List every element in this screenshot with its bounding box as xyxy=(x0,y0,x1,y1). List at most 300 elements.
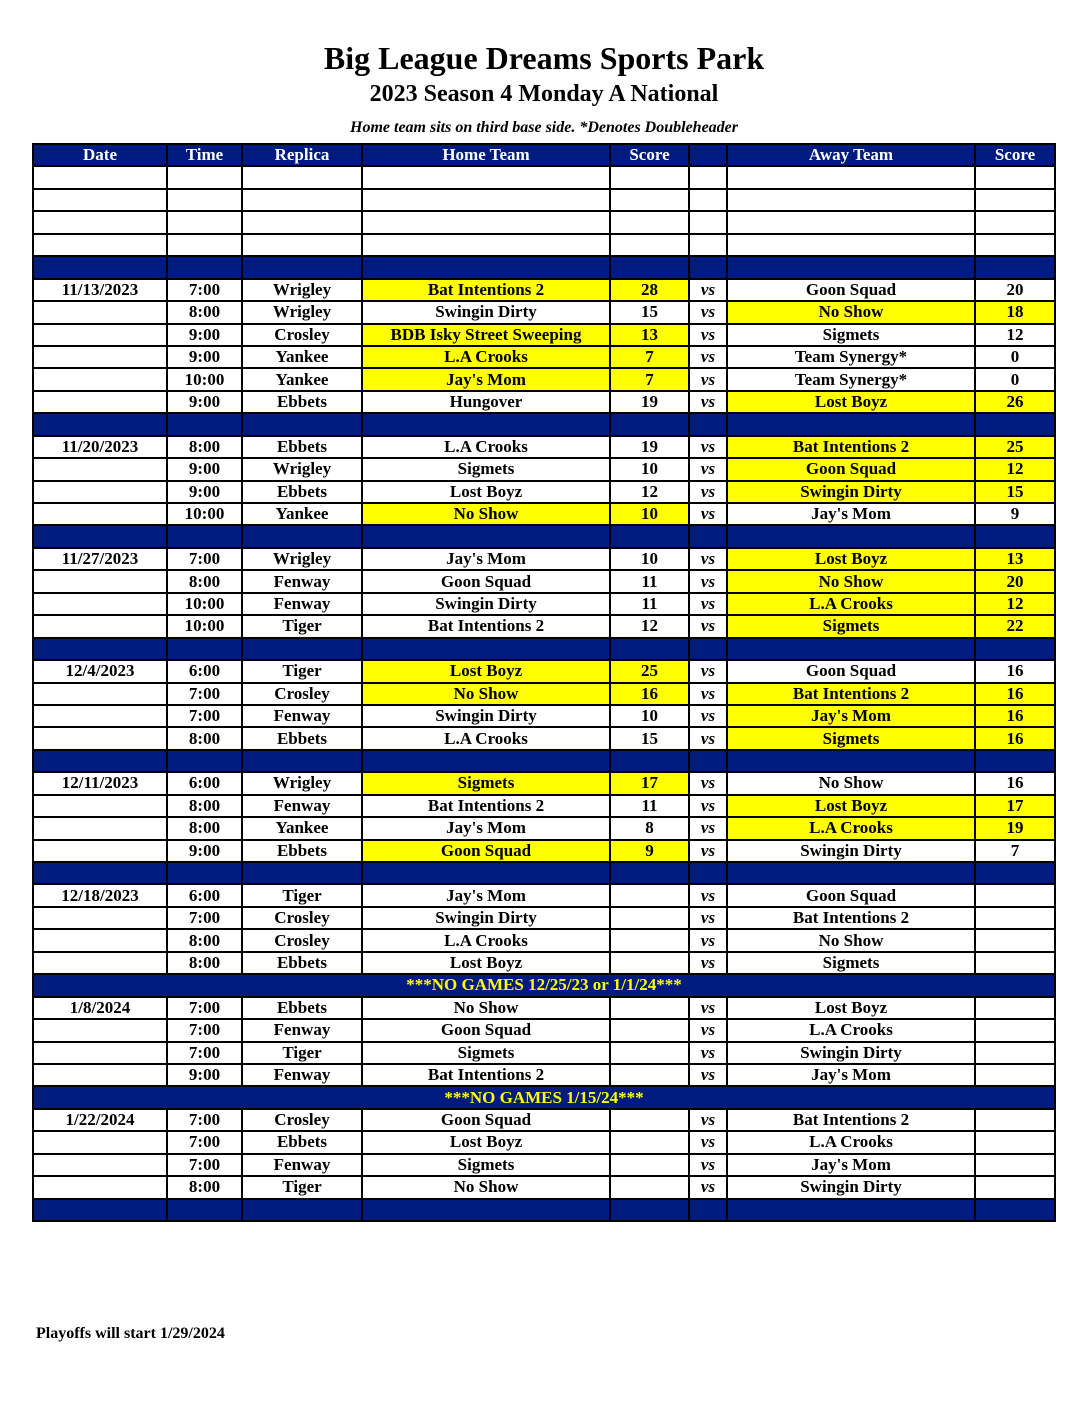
no-games-notice-row xyxy=(33,1086,1055,1108)
time-cell: 10:00 xyxy=(167,503,242,525)
replica-cell: Crosley xyxy=(242,929,362,951)
home-team-cell: Bat Intentions 2 xyxy=(362,615,610,637)
empty-cell xyxy=(689,256,727,278)
away-score-cell: 16 xyxy=(975,727,1055,749)
game-row xyxy=(33,1131,1055,1153)
empty-cell xyxy=(362,211,610,233)
date-cell xyxy=(33,1131,167,1153)
away-score-cell: 20 xyxy=(975,570,1055,592)
away-team-cell: Jay's Mom xyxy=(727,1064,975,1086)
game-row xyxy=(33,795,1055,817)
vs-cell: vs xyxy=(689,324,727,346)
home-team-cell: L.A Crooks xyxy=(362,436,610,458)
home-score-cell: 15 xyxy=(610,301,689,323)
vs-cell: vs xyxy=(689,929,727,951)
home-score-cell xyxy=(610,1131,689,1153)
home-team-cell: L.A Crooks xyxy=(362,929,610,951)
home-score-cell: 11 xyxy=(610,795,689,817)
empty-cell xyxy=(727,638,975,660)
time-cell: 8:00 xyxy=(167,817,242,839)
away-score-cell xyxy=(975,1154,1055,1176)
home-team-cell: Bat Intentions 2 xyxy=(362,1064,610,1086)
away-score-cell: 16 xyxy=(975,772,1055,794)
week-separator-row xyxy=(33,638,1055,660)
empty-row xyxy=(33,166,1055,188)
home-score-cell xyxy=(610,907,689,929)
home-team-cell: Jay's Mom xyxy=(362,884,610,906)
away-team-cell: Bat Intentions 2 xyxy=(727,907,975,929)
time-cell: 10:00 xyxy=(167,368,242,390)
home-score-cell: 12 xyxy=(610,481,689,503)
date-cell xyxy=(33,1042,167,1064)
empty-cell xyxy=(610,166,689,188)
time-cell: 6:00 xyxy=(167,884,242,906)
away-team-cell: Swingin Dirty xyxy=(727,1176,975,1198)
empty-cell xyxy=(242,256,362,278)
away-team-cell: L.A Crooks xyxy=(727,817,975,839)
game-row xyxy=(33,817,1055,839)
time-cell: 6:00 xyxy=(167,772,242,794)
empty-cell xyxy=(362,638,610,660)
empty-cell xyxy=(975,1199,1055,1221)
empty-cell xyxy=(727,166,975,188)
time-cell: 7:00 xyxy=(167,1131,242,1153)
empty-cell xyxy=(242,638,362,660)
no-games-notice: ***NO GAMES 12/25/23 or 1/1/24*** xyxy=(33,974,1055,996)
time-cell: 9:00 xyxy=(167,391,242,413)
away-team-cell: L.A Crooks xyxy=(727,593,975,615)
home-team-cell: Sigmets xyxy=(362,458,610,480)
vs-cell: vs xyxy=(689,772,727,794)
home-score-cell: 10 xyxy=(610,458,689,480)
column-header-date: Date xyxy=(33,144,167,166)
replica-cell: Tiger xyxy=(242,1042,362,1064)
away-score-cell: 12 xyxy=(975,458,1055,480)
week-separator-row xyxy=(33,1199,1055,1221)
empty-cell xyxy=(242,234,362,256)
home-team-cell: No Show xyxy=(362,503,610,525)
game-row xyxy=(33,436,1055,458)
empty-cell xyxy=(689,211,727,233)
away-team-cell: No Show xyxy=(727,772,975,794)
time-cell: 8:00 xyxy=(167,1176,242,1198)
away-team-cell: No Show xyxy=(727,301,975,323)
away-score-cell: 25 xyxy=(975,436,1055,458)
time-cell: 8:00 xyxy=(167,301,242,323)
home-team-cell: No Show xyxy=(362,683,610,705)
empty-cell xyxy=(689,234,727,256)
time-cell: 7:00 xyxy=(167,683,242,705)
away-score-cell: 16 xyxy=(975,683,1055,705)
date-cell xyxy=(33,481,167,503)
time-cell: 7:00 xyxy=(167,997,242,1019)
replica-cell: Crosley xyxy=(242,1109,362,1131)
time-cell: 9:00 xyxy=(167,324,242,346)
empty-cell xyxy=(33,234,167,256)
empty-cell xyxy=(242,413,362,435)
home-score-cell: 12 xyxy=(610,615,689,637)
empty-row xyxy=(33,189,1055,211)
empty-cell xyxy=(975,638,1055,660)
empty-cell xyxy=(242,189,362,211)
empty-cell xyxy=(610,862,689,884)
home-score-cell xyxy=(610,1042,689,1064)
date-cell xyxy=(33,1064,167,1086)
empty-cell xyxy=(33,638,167,660)
empty-cell xyxy=(33,413,167,435)
date-cell xyxy=(33,324,167,346)
home-score-cell xyxy=(610,997,689,1019)
time-cell: 8:00 xyxy=(167,952,242,974)
empty-row xyxy=(33,234,1055,256)
schedule-body xyxy=(33,166,1055,1221)
empty-cell xyxy=(167,525,242,547)
empty-cell xyxy=(689,189,727,211)
empty-cell xyxy=(727,413,975,435)
home-score-cell xyxy=(610,929,689,951)
date-cell xyxy=(33,503,167,525)
week-separator-row xyxy=(33,413,1055,435)
away-score-cell: 12 xyxy=(975,324,1055,346)
home-score-cell xyxy=(610,1109,689,1131)
date-cell: 1/8/2024 xyxy=(33,997,167,1019)
game-row xyxy=(33,884,1055,906)
empty-cell xyxy=(727,189,975,211)
replica-cell: Fenway xyxy=(242,705,362,727)
date-cell xyxy=(33,615,167,637)
empty-cell xyxy=(975,750,1055,772)
replica-cell: Fenway xyxy=(242,1154,362,1176)
date-cell xyxy=(33,346,167,368)
time-cell: 9:00 xyxy=(167,346,242,368)
column-header-time: Time xyxy=(167,144,242,166)
replica-cell: Ebbets xyxy=(242,952,362,974)
replica-cell: Ebbets xyxy=(242,481,362,503)
empty-cell xyxy=(610,413,689,435)
empty-cell xyxy=(975,189,1055,211)
empty-cell xyxy=(975,256,1055,278)
game-row xyxy=(33,1019,1055,1041)
replica-cell: Ebbets xyxy=(242,997,362,1019)
game-row xyxy=(33,1109,1055,1131)
replica-cell: Fenway xyxy=(242,795,362,817)
home-team-cell: Goon Squad xyxy=(362,1019,610,1041)
away-team-cell: No Show xyxy=(727,570,975,592)
empty-cell xyxy=(242,166,362,188)
time-cell: 9:00 xyxy=(167,1064,242,1086)
away-score-cell: 26 xyxy=(975,391,1055,413)
vs-cell: vs xyxy=(689,301,727,323)
home-team-cell: Jay's Mom xyxy=(362,368,610,390)
schedule-table xyxy=(32,143,1056,1222)
vs-cell: vs xyxy=(689,683,727,705)
vs-cell: vs xyxy=(689,727,727,749)
empty-cell xyxy=(610,234,689,256)
replica-cell: Fenway xyxy=(242,1019,362,1041)
date-cell xyxy=(33,952,167,974)
home-team-note: Home team sits on third base side. *Denotes Doubleheader xyxy=(350,119,738,136)
away-score-cell: 0 xyxy=(975,368,1055,390)
vs-cell: vs xyxy=(689,548,727,570)
game-row xyxy=(33,997,1055,1019)
game-row xyxy=(33,660,1055,682)
time-cell: 7:00 xyxy=(167,1019,242,1041)
date-cell xyxy=(33,907,167,929)
vs-cell: vs xyxy=(689,368,727,390)
date-cell xyxy=(33,458,167,480)
date-cell xyxy=(33,1154,167,1176)
date-cell: 11/13/2023 xyxy=(33,279,167,301)
vs-cell: vs xyxy=(689,436,727,458)
vs-cell: vs xyxy=(689,1154,727,1176)
time-cell: 9:00 xyxy=(167,481,242,503)
home-team-cell: L.A Crooks xyxy=(362,727,610,749)
game-row xyxy=(33,301,1055,323)
away-team-cell: Swingin Dirty xyxy=(727,481,975,503)
column-header-replica: Replica xyxy=(242,144,362,166)
home-team-cell: Swingin Dirty xyxy=(362,301,610,323)
empty-cell xyxy=(33,211,167,233)
empty-cell xyxy=(727,211,975,233)
game-row xyxy=(33,346,1055,368)
game-row xyxy=(33,772,1055,794)
away-team-cell: Jay's Mom xyxy=(727,1154,975,1176)
vs-cell: vs xyxy=(689,1064,727,1086)
replica-cell: Tiger xyxy=(242,884,362,906)
time-cell: 7:00 xyxy=(167,907,242,929)
time-cell: 7:00 xyxy=(167,1109,242,1131)
away-team-cell: Swingin Dirty xyxy=(727,840,975,862)
away-team-cell: Team Synergy* xyxy=(727,368,975,390)
away-team-cell: Sigmets xyxy=(727,952,975,974)
empty-cell xyxy=(362,750,610,772)
game-row xyxy=(33,570,1055,592)
home-team-cell: No Show xyxy=(362,1176,610,1198)
home-team-cell: Lost Boyz xyxy=(362,952,610,974)
empty-cell xyxy=(33,750,167,772)
home-team-cell: Swingin Dirty xyxy=(362,705,610,727)
empty-cell xyxy=(727,862,975,884)
away-team-cell: Goon Squad xyxy=(727,279,975,301)
away-score-cell: 13 xyxy=(975,548,1055,570)
empty-cell xyxy=(610,525,689,547)
empty-cell xyxy=(167,750,242,772)
time-cell: 7:00 xyxy=(167,1042,242,1064)
empty-cell xyxy=(167,211,242,233)
game-row xyxy=(33,593,1055,615)
away-team-cell: L.A Crooks xyxy=(727,1019,975,1041)
away-team-cell: No Show xyxy=(727,929,975,951)
column-header-vs xyxy=(689,144,727,166)
empty-cell xyxy=(610,189,689,211)
home-score-cell xyxy=(610,1154,689,1176)
date-cell xyxy=(33,301,167,323)
replica-cell: Crosley xyxy=(242,907,362,929)
home-team-cell: Goon Squad xyxy=(362,1109,610,1131)
empty-cell xyxy=(975,525,1055,547)
home-team-cell: Bat Intentions 2 xyxy=(362,795,610,817)
game-row xyxy=(33,929,1055,951)
away-score-cell: 22 xyxy=(975,615,1055,637)
replica-cell: Wrigley xyxy=(242,548,362,570)
away-score-cell xyxy=(975,952,1055,974)
home-score-cell: 19 xyxy=(610,436,689,458)
home-score-cell: 11 xyxy=(610,593,689,615)
home-team-cell: Swingin Dirty xyxy=(362,907,610,929)
vs-cell: vs xyxy=(689,458,727,480)
away-score-cell: 18 xyxy=(975,301,1055,323)
date-cell: 12/11/2023 xyxy=(33,772,167,794)
away-team-cell: Sigmets xyxy=(727,324,975,346)
week-separator-row xyxy=(33,525,1055,547)
home-team-cell: Goon Squad xyxy=(362,840,610,862)
vs-cell: vs xyxy=(689,795,727,817)
home-team-cell: Lost Boyz xyxy=(362,1131,610,1153)
empty-cell xyxy=(727,750,975,772)
playoffs-note: Playoffs will start 1/29/2024 xyxy=(36,1325,225,1342)
home-team-cell: Sigmets xyxy=(362,1154,610,1176)
empty-cell xyxy=(362,189,610,211)
home-score-cell: 13 xyxy=(610,324,689,346)
empty-cell xyxy=(727,256,975,278)
vs-cell: vs xyxy=(689,346,727,368)
time-cell: 10:00 xyxy=(167,593,242,615)
replica-cell: Ebbets xyxy=(242,727,362,749)
away-score-cell xyxy=(975,1019,1055,1041)
no-games-notice: ***NO GAMES 1/15/24*** xyxy=(33,1086,1055,1108)
column-header-home-score: Score xyxy=(610,144,689,166)
vs-cell: vs xyxy=(689,997,727,1019)
empty-cell xyxy=(33,256,167,278)
column-header-away-team: Away Team xyxy=(727,144,975,166)
game-row xyxy=(33,368,1055,390)
empty-cell xyxy=(727,1199,975,1221)
away-score-cell: 16 xyxy=(975,705,1055,727)
game-row xyxy=(33,324,1055,346)
replica-cell: Ebbets xyxy=(242,840,362,862)
date-cell xyxy=(33,795,167,817)
empty-cell xyxy=(167,862,242,884)
vs-cell: vs xyxy=(689,481,727,503)
table-header-row xyxy=(33,144,1055,166)
away-team-cell: Goon Squad xyxy=(727,884,975,906)
away-team-cell: Lost Boyz xyxy=(727,391,975,413)
empty-cell xyxy=(33,525,167,547)
date-cell xyxy=(33,817,167,839)
away-team-cell: Team Synergy* xyxy=(727,346,975,368)
vs-cell: vs xyxy=(689,1131,727,1153)
away-score-cell: 16 xyxy=(975,660,1055,682)
away-score-cell xyxy=(975,1131,1055,1153)
away-score-cell xyxy=(975,1042,1055,1064)
empty-cell xyxy=(975,166,1055,188)
empty-cell xyxy=(975,413,1055,435)
replica-cell: Fenway xyxy=(242,1064,362,1086)
home-score-cell xyxy=(610,1176,689,1198)
away-score-cell: 15 xyxy=(975,481,1055,503)
home-team-cell: Swingin Dirty xyxy=(362,593,610,615)
replica-cell: Tiger xyxy=(242,660,362,682)
replica-cell: Crosley xyxy=(242,683,362,705)
date-cell: 11/20/2023 xyxy=(33,436,167,458)
time-cell: 10:00 xyxy=(167,615,242,637)
time-cell: 7:00 xyxy=(167,705,242,727)
empty-cell xyxy=(167,1199,242,1221)
away-team-cell: Goon Squad xyxy=(727,458,975,480)
vs-cell: vs xyxy=(689,840,727,862)
empty-cell xyxy=(242,211,362,233)
empty-cell xyxy=(167,189,242,211)
home-score-cell: 10 xyxy=(610,705,689,727)
empty-cell xyxy=(727,525,975,547)
time-cell: 7:00 xyxy=(167,279,242,301)
replica-cell: Fenway xyxy=(242,570,362,592)
away-score-cell xyxy=(975,1109,1055,1131)
game-row xyxy=(33,1176,1055,1198)
empty-cell xyxy=(33,166,167,188)
date-cell xyxy=(33,391,167,413)
game-row xyxy=(33,481,1055,503)
date-cell: 12/4/2023 xyxy=(33,660,167,682)
vs-cell: vs xyxy=(689,952,727,974)
empty-cell xyxy=(167,166,242,188)
empty-cell xyxy=(610,256,689,278)
away-score-cell: 12 xyxy=(975,593,1055,615)
replica-cell: Wrigley xyxy=(242,772,362,794)
away-team-cell: Jay's Mom xyxy=(727,705,975,727)
away-team-cell: Bat Intentions 2 xyxy=(727,683,975,705)
empty-cell xyxy=(689,166,727,188)
home-score-cell: 7 xyxy=(610,346,689,368)
empty-cell xyxy=(610,1199,689,1221)
away-team-cell: Lost Boyz xyxy=(727,997,975,1019)
home-score-cell: 9 xyxy=(610,840,689,862)
date-cell xyxy=(33,1176,167,1198)
away-team-cell: Bat Intentions 2 xyxy=(727,1109,975,1131)
vs-cell: vs xyxy=(689,817,727,839)
replica-cell: Wrigley xyxy=(242,301,362,323)
empty-cell xyxy=(33,189,167,211)
home-team-cell: BDB Isky Street Sweeping xyxy=(362,324,610,346)
game-row xyxy=(33,458,1055,480)
away-score-cell: 17 xyxy=(975,795,1055,817)
vs-cell: vs xyxy=(689,1109,727,1131)
away-score-cell xyxy=(975,1176,1055,1198)
empty-cell xyxy=(689,750,727,772)
replica-cell: Ebbets xyxy=(242,391,362,413)
time-cell: 8:00 xyxy=(167,436,242,458)
game-row xyxy=(33,683,1055,705)
page-title: Big League Dreams Sports Park xyxy=(323,40,765,76)
game-row xyxy=(33,1064,1055,1086)
home-team-cell: Lost Boyz xyxy=(362,660,610,682)
empty-cell xyxy=(975,234,1055,256)
vs-cell: vs xyxy=(689,1176,727,1198)
vs-cell: vs xyxy=(689,279,727,301)
empty-cell xyxy=(975,862,1055,884)
game-row xyxy=(33,840,1055,862)
replica-cell: Fenway xyxy=(242,593,362,615)
time-cell: 7:00 xyxy=(167,548,242,570)
home-team-cell: Jay's Mom xyxy=(362,548,610,570)
time-cell: 7:00 xyxy=(167,1154,242,1176)
home-score-cell: 25 xyxy=(610,660,689,682)
home-score-cell: 17 xyxy=(610,772,689,794)
away-score-cell: 19 xyxy=(975,817,1055,839)
date-cell xyxy=(33,929,167,951)
date-cell xyxy=(33,368,167,390)
away-team-cell: Sigmets xyxy=(727,727,975,749)
